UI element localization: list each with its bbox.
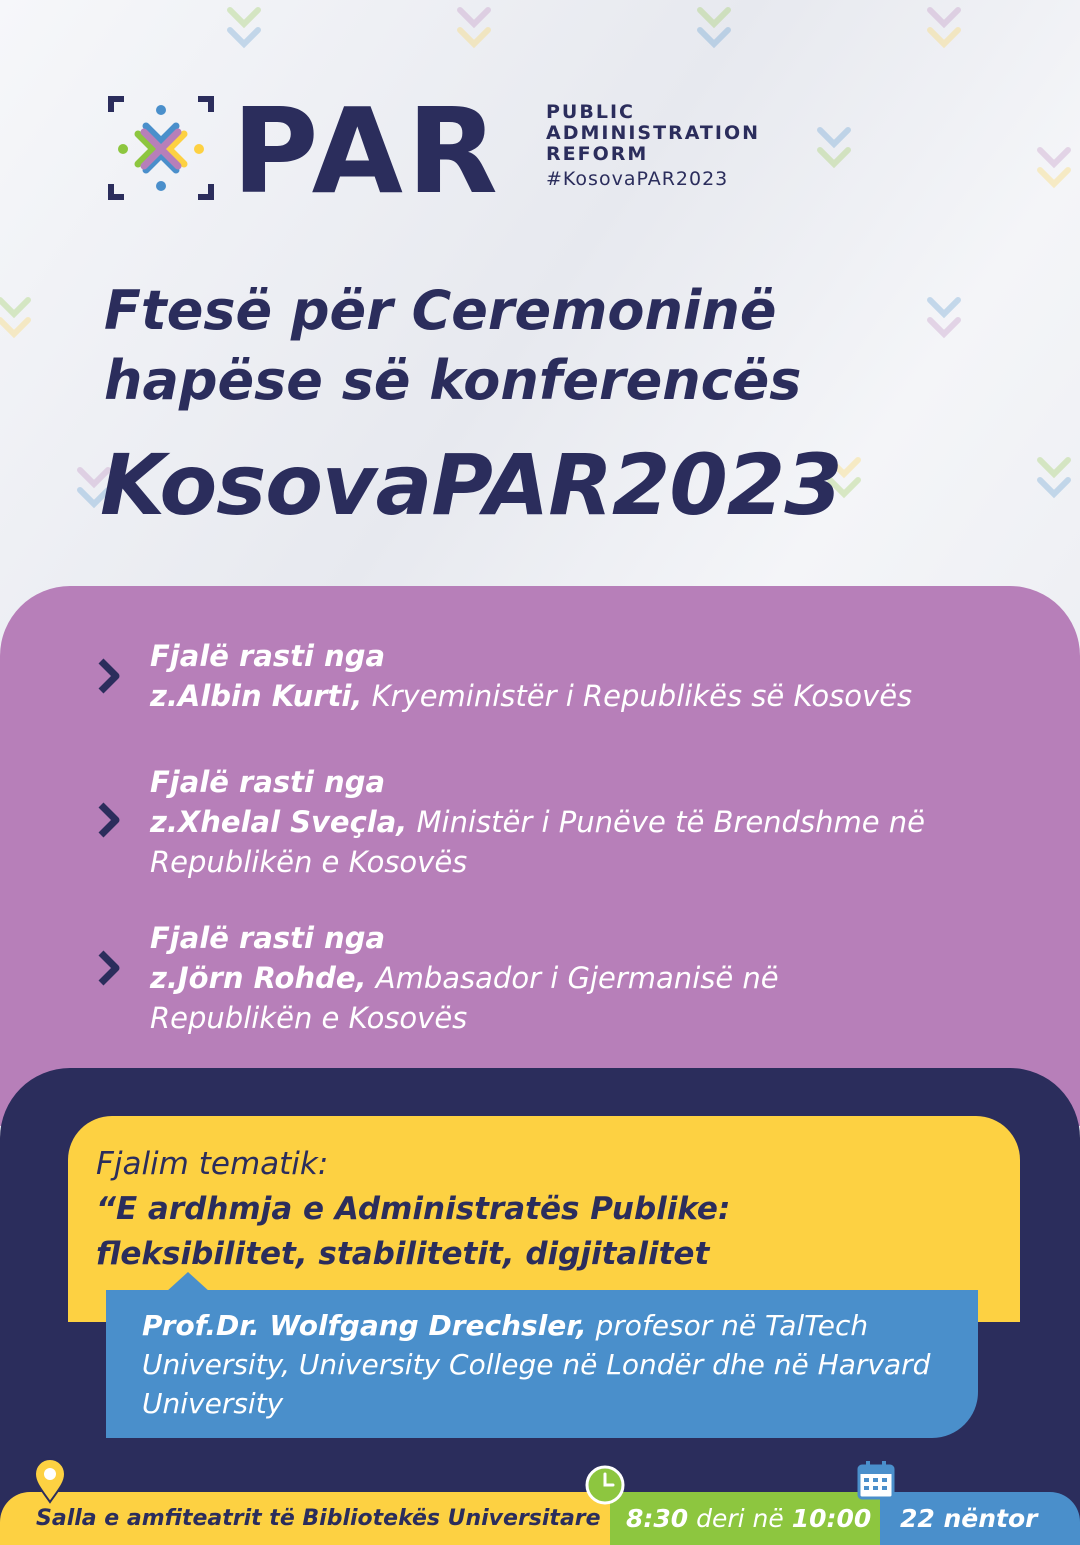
keynote-title-line: “E ardhmja e Administratës Publike: (96, 1191, 731, 1227)
speaker-role: Ministër i Punëve të Brendshme në Republikën e Kosovës (150, 805, 925, 879)
title-line: hapëse së konferencës (104, 349, 802, 412)
time-mid: deri në (688, 1504, 792, 1533)
time-start: 8:30 (626, 1504, 689, 1533)
event-name: KosovaPAR2023 (100, 436, 842, 534)
footer-time (610, 1492, 880, 1545)
keynote-speaker-name: Prof.Dr. Wolfgang Drechsler, (142, 1309, 587, 1342)
speaker-text (150, 676, 1030, 716)
speech-bubble-notch (166, 1272, 210, 1292)
speaker-name: z.Xhelal Sveçla, (150, 805, 408, 839)
keynote-speaker (142, 1306, 942, 1423)
logo-subtitle (546, 102, 760, 165)
logo-subtitle-line: ADMINISTRATION (546, 122, 761, 144)
keynote-speaker-role: profesor në TalTech University, University College në Londër dhe në Harvard University (142, 1309, 931, 1420)
keynote-label: Fjalim tematik: (96, 1146, 329, 1182)
speaker-role: Kryeministër i Republikës së Kosovës (362, 679, 913, 713)
speaker-role: Ambasador i Gjermanisë në Republikën e Kosovës (150, 961, 779, 1035)
speaker-lead: Fjalë rasti nga (150, 921, 386, 955)
keynote-title-line: fleksibilitet, stabilitetit, digjitalitet (96, 1236, 710, 1272)
speaker-item (150, 762, 950, 882)
title-line: Ftesë për Ceremoninë (104, 279, 777, 342)
chevron-right-icon (96, 656, 124, 696)
speaker-lead: Fjalë rasti nga (150, 765, 386, 799)
speaker-lead: Fjalë rasti nga (150, 639, 386, 673)
footer-date: 22 nëntor (880, 1492, 1080, 1545)
speaker-text (150, 802, 950, 882)
invitation-title (104, 276, 801, 416)
logo-subtitle-line: PUBLIC (546, 101, 635, 123)
par-logo-icon (108, 96, 214, 200)
location-pin-icon (32, 1456, 68, 1504)
keynote-text (96, 1142, 730, 1277)
footer-location: Salla e amfiteatrit të Bibliotekës Universitare (0, 1492, 610, 1545)
calendar-icon (857, 1460, 895, 1500)
chevron-right-icon (96, 800, 124, 840)
speaker-text (150, 958, 870, 1038)
logo-wordmark: PAR (232, 82, 502, 220)
time-end: 10:00 (791, 1504, 872, 1533)
speaker-item (150, 918, 870, 1038)
clock-icon (584, 1464, 626, 1506)
logo-subtitle-line: REFORM (546, 143, 649, 165)
speaker-name: z.Albin Kurti, (150, 679, 363, 713)
speaker-item (150, 636, 1030, 716)
chevron-right-icon (96, 948, 124, 988)
logo-hashtag: #KosovaPAR2023 (546, 168, 729, 190)
speaker-name: z.Jörn Rohde, (150, 961, 367, 995)
